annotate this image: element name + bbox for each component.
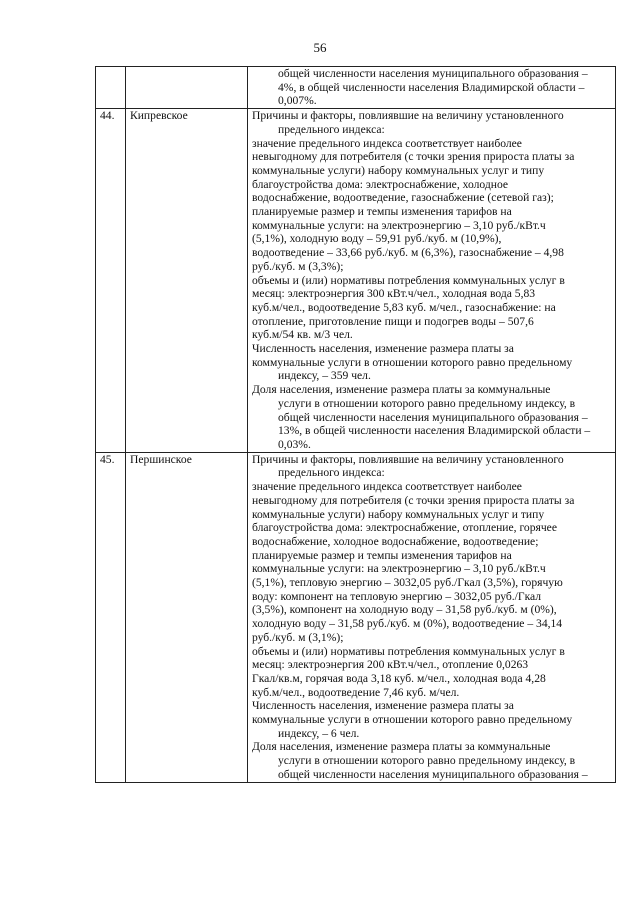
- description-line: объемы и (или) нормативы потребления коммунальных услуг в: [252, 644, 565, 658]
- description-line: месяц: электроэнергия 200 кВт.ч/чел., отопление 0,0263: [252, 658, 529, 672]
- description-line: благоустройства дома: электроснабжение, холодное: [252, 177, 509, 191]
- description-line: (3,5%), компонент на холодную воду – 31,58 руб./куб. м (0%),: [252, 603, 557, 617]
- description-line: коммунальные услуги: на электроэнергию – 3,10 руб./кВт.ч: [252, 218, 546, 232]
- description-line: куб.м/54 кв. м/3 чел.: [252, 328, 353, 342]
- description-line: водоснабжение, холодное водоснабжение, водоотведение;: [252, 534, 539, 548]
- description-line: 0,007%.: [278, 94, 317, 108]
- settlement-name-cell: Першинское: [126, 452, 248, 782]
- description-line: 13%, в общей численности населения Владимирской области –: [278, 424, 591, 438]
- table-row: [96, 109, 616, 453]
- description-line: Доля населения, изменение размера платы за коммунальные: [252, 383, 551, 397]
- description-line: услуги в отношении которого равно предельному индексу, в: [278, 754, 576, 768]
- table-body: [96, 67, 616, 783]
- row-number-cell: 45.: [96, 452, 126, 782]
- table-row: [96, 67, 616, 109]
- description-line: коммунальные услуги в отношении которого равно предельному: [252, 355, 573, 369]
- settlement-name-cell: [126, 67, 248, 109]
- description-line: значение предельного индекса соответствует наиболее: [252, 480, 522, 494]
- description-line: руб./куб. м (3,1%);: [252, 630, 344, 644]
- description-line: невыгодному для потребителя (с точки зрения прироста платы за: [252, 493, 575, 507]
- description-line: общей численности населения муниципального образования –: [278, 767, 588, 781]
- table-row: [96, 452, 616, 782]
- description-line: Причины и факторы, повлиявшие на величину установленного: [252, 109, 564, 123]
- description-line: планируемые размер и темпы изменения тарифов на: [252, 205, 512, 219]
- description-line: индексу, – 359 чел.: [278, 369, 371, 383]
- description-line: благоустройства дома: электроснабжение, отопление, горячее: [252, 521, 557, 535]
- description-line: 4%, в общей численности населения Владимирской области –: [278, 80, 585, 94]
- description-line: коммунальные услуги) набору коммунальных услуг и типу: [252, 507, 545, 521]
- description-line: отопление, приготовление пищи и подогрев воды – 507,6: [252, 314, 534, 328]
- description-line: невыгодному для потребителя (с точки зрения прироста платы за: [252, 150, 575, 164]
- description-line: Численность населения, изменение размера платы за: [252, 342, 514, 356]
- description-line: предельного индекса:: [278, 122, 385, 136]
- description-line: коммунальные услуги: на электроэнергию – 3,10 руб./кВт.ч: [252, 562, 546, 576]
- description-line: 0,03%.: [278, 437, 311, 451]
- description-line: куб.м/чел., водоотведение 5,83 куб. м/чел., газоснабжение: на: [252, 300, 556, 314]
- description-line: холодную воду – 31,58 руб./куб. м (0%), водоотведение – 34,14: [252, 617, 563, 631]
- page-number: 56: [313, 40, 327, 55]
- description-line: общей численности населения муниципального образования –: [278, 67, 588, 80]
- description-line: воду: компонент на тепловую энергию – 3032,05 руб./Гкал: [252, 589, 542, 603]
- description-line: индексу, – 6 чел.: [278, 726, 360, 740]
- description-line: водоснабжение, водоотведение, газоснабжение (сетевой газ);: [252, 191, 554, 205]
- description-line: общей численности населения муниципального образования –: [278, 410, 588, 424]
- description-cell: [248, 67, 616, 109]
- description-line: Численность населения, изменение размера платы за: [252, 699, 514, 713]
- description-line: услуги в отношении которого равно предельному индексу, в: [278, 396, 576, 410]
- description-line: месяц: электроэнергия 300 кВт.ч/чел., холодная вода 5,83: [252, 287, 536, 301]
- description-line: (5,1%), холодную воду – 59,91 руб./куб. м (10,9%),: [252, 232, 502, 246]
- description-line: коммунальные услуги в отношении которого равно предельному: [252, 713, 573, 727]
- row-number-cell: [96, 67, 126, 109]
- description-line: руб./куб. м (3,3%);: [252, 259, 344, 273]
- tariff-index-table: [95, 66, 616, 783]
- description-line: планируемые размер и темпы изменения тарифов на: [252, 548, 512, 562]
- row-number-cell: 44.: [96, 109, 126, 453]
- description-line: Гкал/кв.м, горячая вода 3,18 куб. м/чел., холодная вода 4,28: [252, 671, 546, 685]
- settlement-name-cell: Кипревское: [126, 109, 248, 453]
- description-line: водоотведение – 33,66 руб./куб. м (6,3%), газоснабжение – 4,98: [252, 246, 564, 260]
- description-line: куб.м/чел., водоотведение 7,46 куб. м/чел.: [252, 685, 460, 699]
- description-cell: [248, 452, 616, 782]
- description-line: значение предельного индекса соответствует наиболее: [252, 136, 522, 150]
- description-cell: [248, 109, 616, 453]
- description-line: предельного индекса:: [278, 466, 385, 480]
- description-line: объемы и (или) нормативы потребления коммунальных услуг в: [252, 273, 565, 287]
- description-line: Доля населения, изменение размера платы за коммунальные: [252, 740, 551, 754]
- description-line: коммунальные услуги) набору коммунальных услуг и типу: [252, 163, 545, 177]
- description-line: (5,1%), тепловую энергию – 3032,05 руб./Гкал (3,5%), горячую: [252, 576, 563, 590]
- description-line: Причины и факторы, повлиявшие на величину установленного: [252, 452, 564, 466]
